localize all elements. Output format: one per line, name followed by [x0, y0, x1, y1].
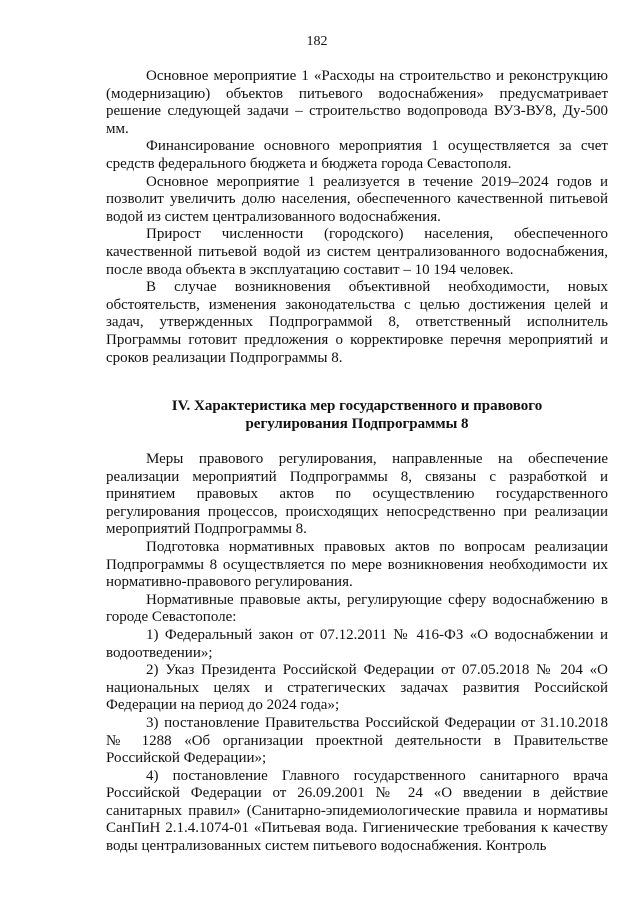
- list-item-federal-law: 1) Федеральный закон от 07.12.2011 № 416-ФЗ «О водоснабжении и водоотведении»;: [106, 626, 608, 661]
- list-item-government-resolution: 3) постановление Правительства Российской Федерации от 31.10.2018 № 1288 «Об организации проектной деятельности в Правительстве Российской Федерации»;: [106, 714, 608, 767]
- section-project-description: [106, 68, 608, 367]
- section-heading-line-2: регулирования Подпрограммы 8: [245, 416, 469, 432]
- list-item-sanitary-resolution: 4) постановление Главного государственного санитарного врача Российской Федерации от 26.09.2001 № 24 «О введении в действие санитарных правил» (Санитарно-эпидемиологические правила и нормативы СанПиН 2.1.4.1074-01 «Питьевая вода. Гигиенические требования к качеству воды централизованных систем питьевого водоснабжения. Контроль: [106, 767, 608, 855]
- paragraph-financing: Финансирование основного мероприятия 1 осуществляется за счет средств федерального бюджета и бюджета города Севастополя.: [106, 138, 608, 172]
- list-item-presidential-decree: 2) Указ Президента Российской Федерации от 07.05.2018 № 204 «О национальных целях и стратегических задачах развития Российской Федерации на период до 2024 года»;: [106, 662, 608, 714]
- paragraph-population-growth: Прирост численности (городского) населения, обеспеченного качественной питьевой водой из систем централизованного водоснабжения, после ввода объекта в эксплуатацию составит – 10 194 человек.: [106, 226, 608, 278]
- paragraph-normative-acts-intro: Нормативные правовые акты, регулирующие сферу водоснабжению в городе Севастополе:: [106, 591, 608, 626]
- section-heading-line-1: IV. Характеристика мер государственного и правового: [171, 398, 543, 414]
- paragraph-normative-acts-preparation: Подготовка нормативных правовых актов по вопросам реализации Подпрограммы 8 осуществляется по мере возникновения необходимости их нормативно-правового регулирования.: [106, 538, 608, 591]
- page-number: 182: [306, 34, 328, 49]
- paragraph-implementation-period: Основное мероприятие 1 реализуется в течение 2019–2024 годов и позволит увеличить долю населения, обеспеченного качественной питьевой водой из систем централизованного водоснабжения.: [106, 173, 608, 225]
- section-heading: [106, 397, 608, 433]
- paragraph-main-activity: Основное мероприятие 1 «Расходы на строительство и реконструкцию (модернизацию) объектов питьевого водоснабжения» предусматривает решение следующей задачи – строительство водопровода ВУЗ-ВУ8, Ду-500 мм.: [106, 68, 608, 137]
- paragraph-legal-measures: Меры правового регулирования, направленные на обеспечение реализации мероприятий Подпрограммы 8, связаны с разработкой и принятием правовых актов по осуществлению государственного регулирования процессов, происходящих непосредственно при реализации мероприятий Подпрограммы 8.: [106, 451, 608, 538]
- section-legal-regulation: [106, 451, 608, 856]
- paragraph-adjustments: В случае возникновения объективной необходимости, новых обстоятельств, изменения законодательства с целью достижения целей и задач, утвержденных Подпрограммой 8, ответственный исполнитель Программы готовит предложения о корректировке перечня мероприятий и сроков реализации Подпрограммы 8.: [106, 279, 608, 366]
